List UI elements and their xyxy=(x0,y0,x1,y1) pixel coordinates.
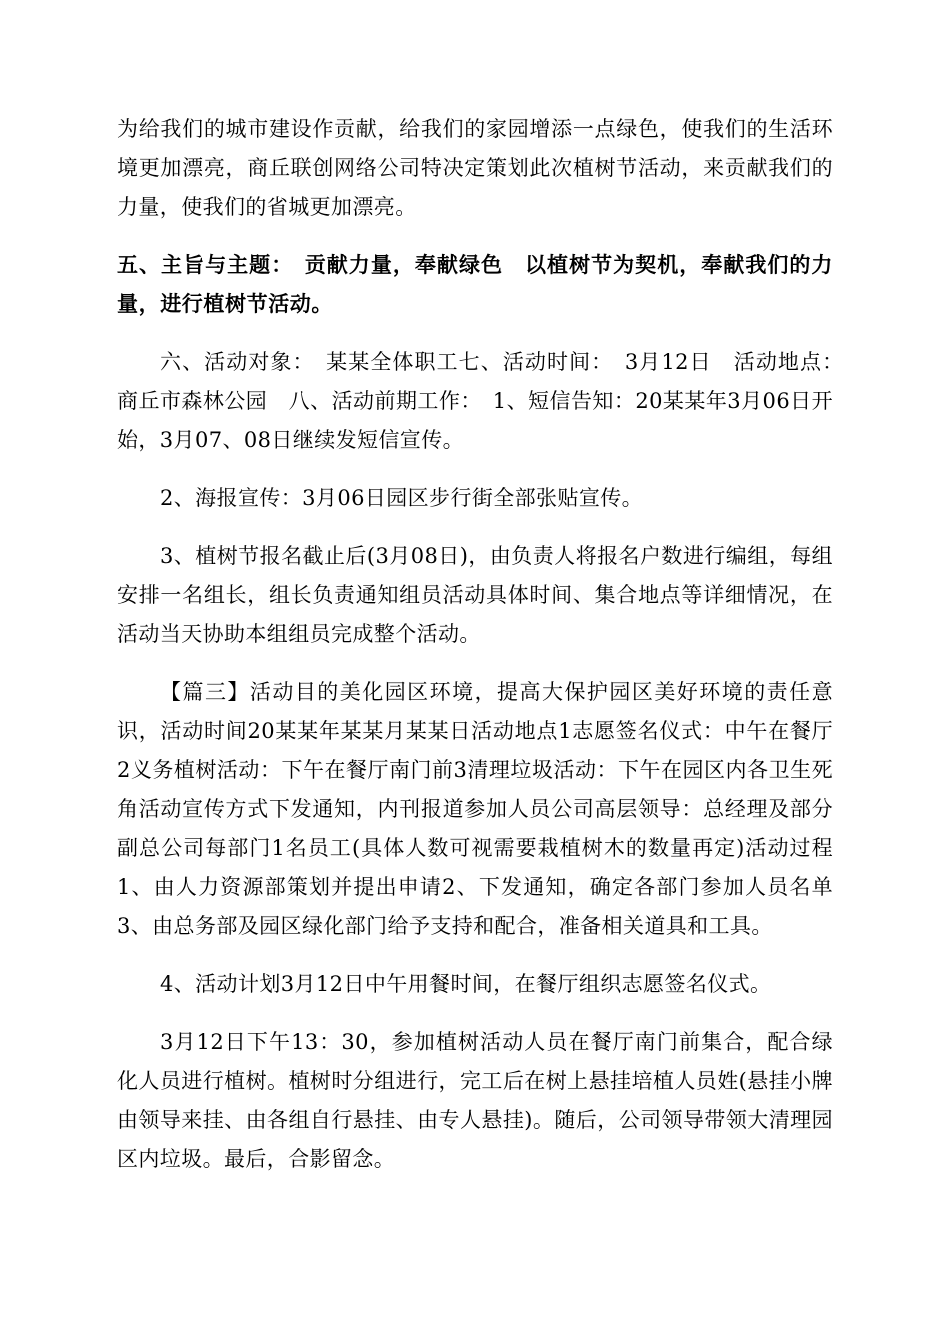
paragraph-intro: 为给我们的城市建设作贡献，给我们的家园增添一点绿色，使我们的生活环境更加漂亮，商丘联创网络公司特决定策划此次植树节活动，来贡献我们的力量，使我们的省城更加漂亮。 xyxy=(117,117,833,219)
paragraph-part-three: 【篇三】活动目的美化园区环境，提高大保护园区美好环境的责任意识，活动时间20某某年某某月某某日活动地点1志愿签名仪式：中午在餐厅2义务植树活动：下午在餐厅南门前3清理垃圾活动：下午在园区内各卫生死角活动宣传方式下发通知，内刊报道参加人员公司高层领导：总经理及部分副总公司每部门1名员工(具体人数可视需要栽植树木的数量再定)活动过程1、由人力资源部策划并提出申请2、下发通知，确定各部门参加人员名单3、由总务部及园区绿化部门给予支持和配合，准备相关道具和工具。 xyxy=(117,680,833,938)
paragraph-poster: 2、海报宣传：3月06日园区步行街全部张贴宣传。 xyxy=(160,486,644,510)
paragraph-activity-details: 六、活动对象： 某某全体职工七、活动时间： 3月12日 活动地点： 商丘市森林公园 八、活动前期工作： 1、短信告知：20某某年3月06日开始，3月07、08日继续发短信宣传。 xyxy=(117,350,855,452)
paragraph-plan: 4、活动计划3月12日中午用餐时间，在餐厅组织志愿签名仪式。 xyxy=(160,972,772,996)
document-page xyxy=(117,110,855,1198)
paragraph-registration: 3、植树节报名截止后(3月08日)，由负责人将报名户数进行编组，每组安排一名组长，组长负责通知组员活动具体时间、集合地点等详细情况，在活动当天协助本组组员完成整个活动。 xyxy=(117,544,833,646)
paragraph-afternoon: 3月12日下午13：30，参加植树活动人员在餐厅南门前集合，配合绿化人员进行植树。植树时分组进行，完工后在树上悬挂培植人员姓(悬挂小牌由领导来挂、由各组自行悬挂、由专人悬挂)。随后，公司领导带领大清理园区内垃圾。最后，合影留念。 xyxy=(117,1030,833,1171)
paragraph-theme-heading: 五、主旨与主题： 贡献力量，奉献绿色 以植树节为契机，奉献我们的力量，进行植树节活动。 xyxy=(117,253,833,316)
